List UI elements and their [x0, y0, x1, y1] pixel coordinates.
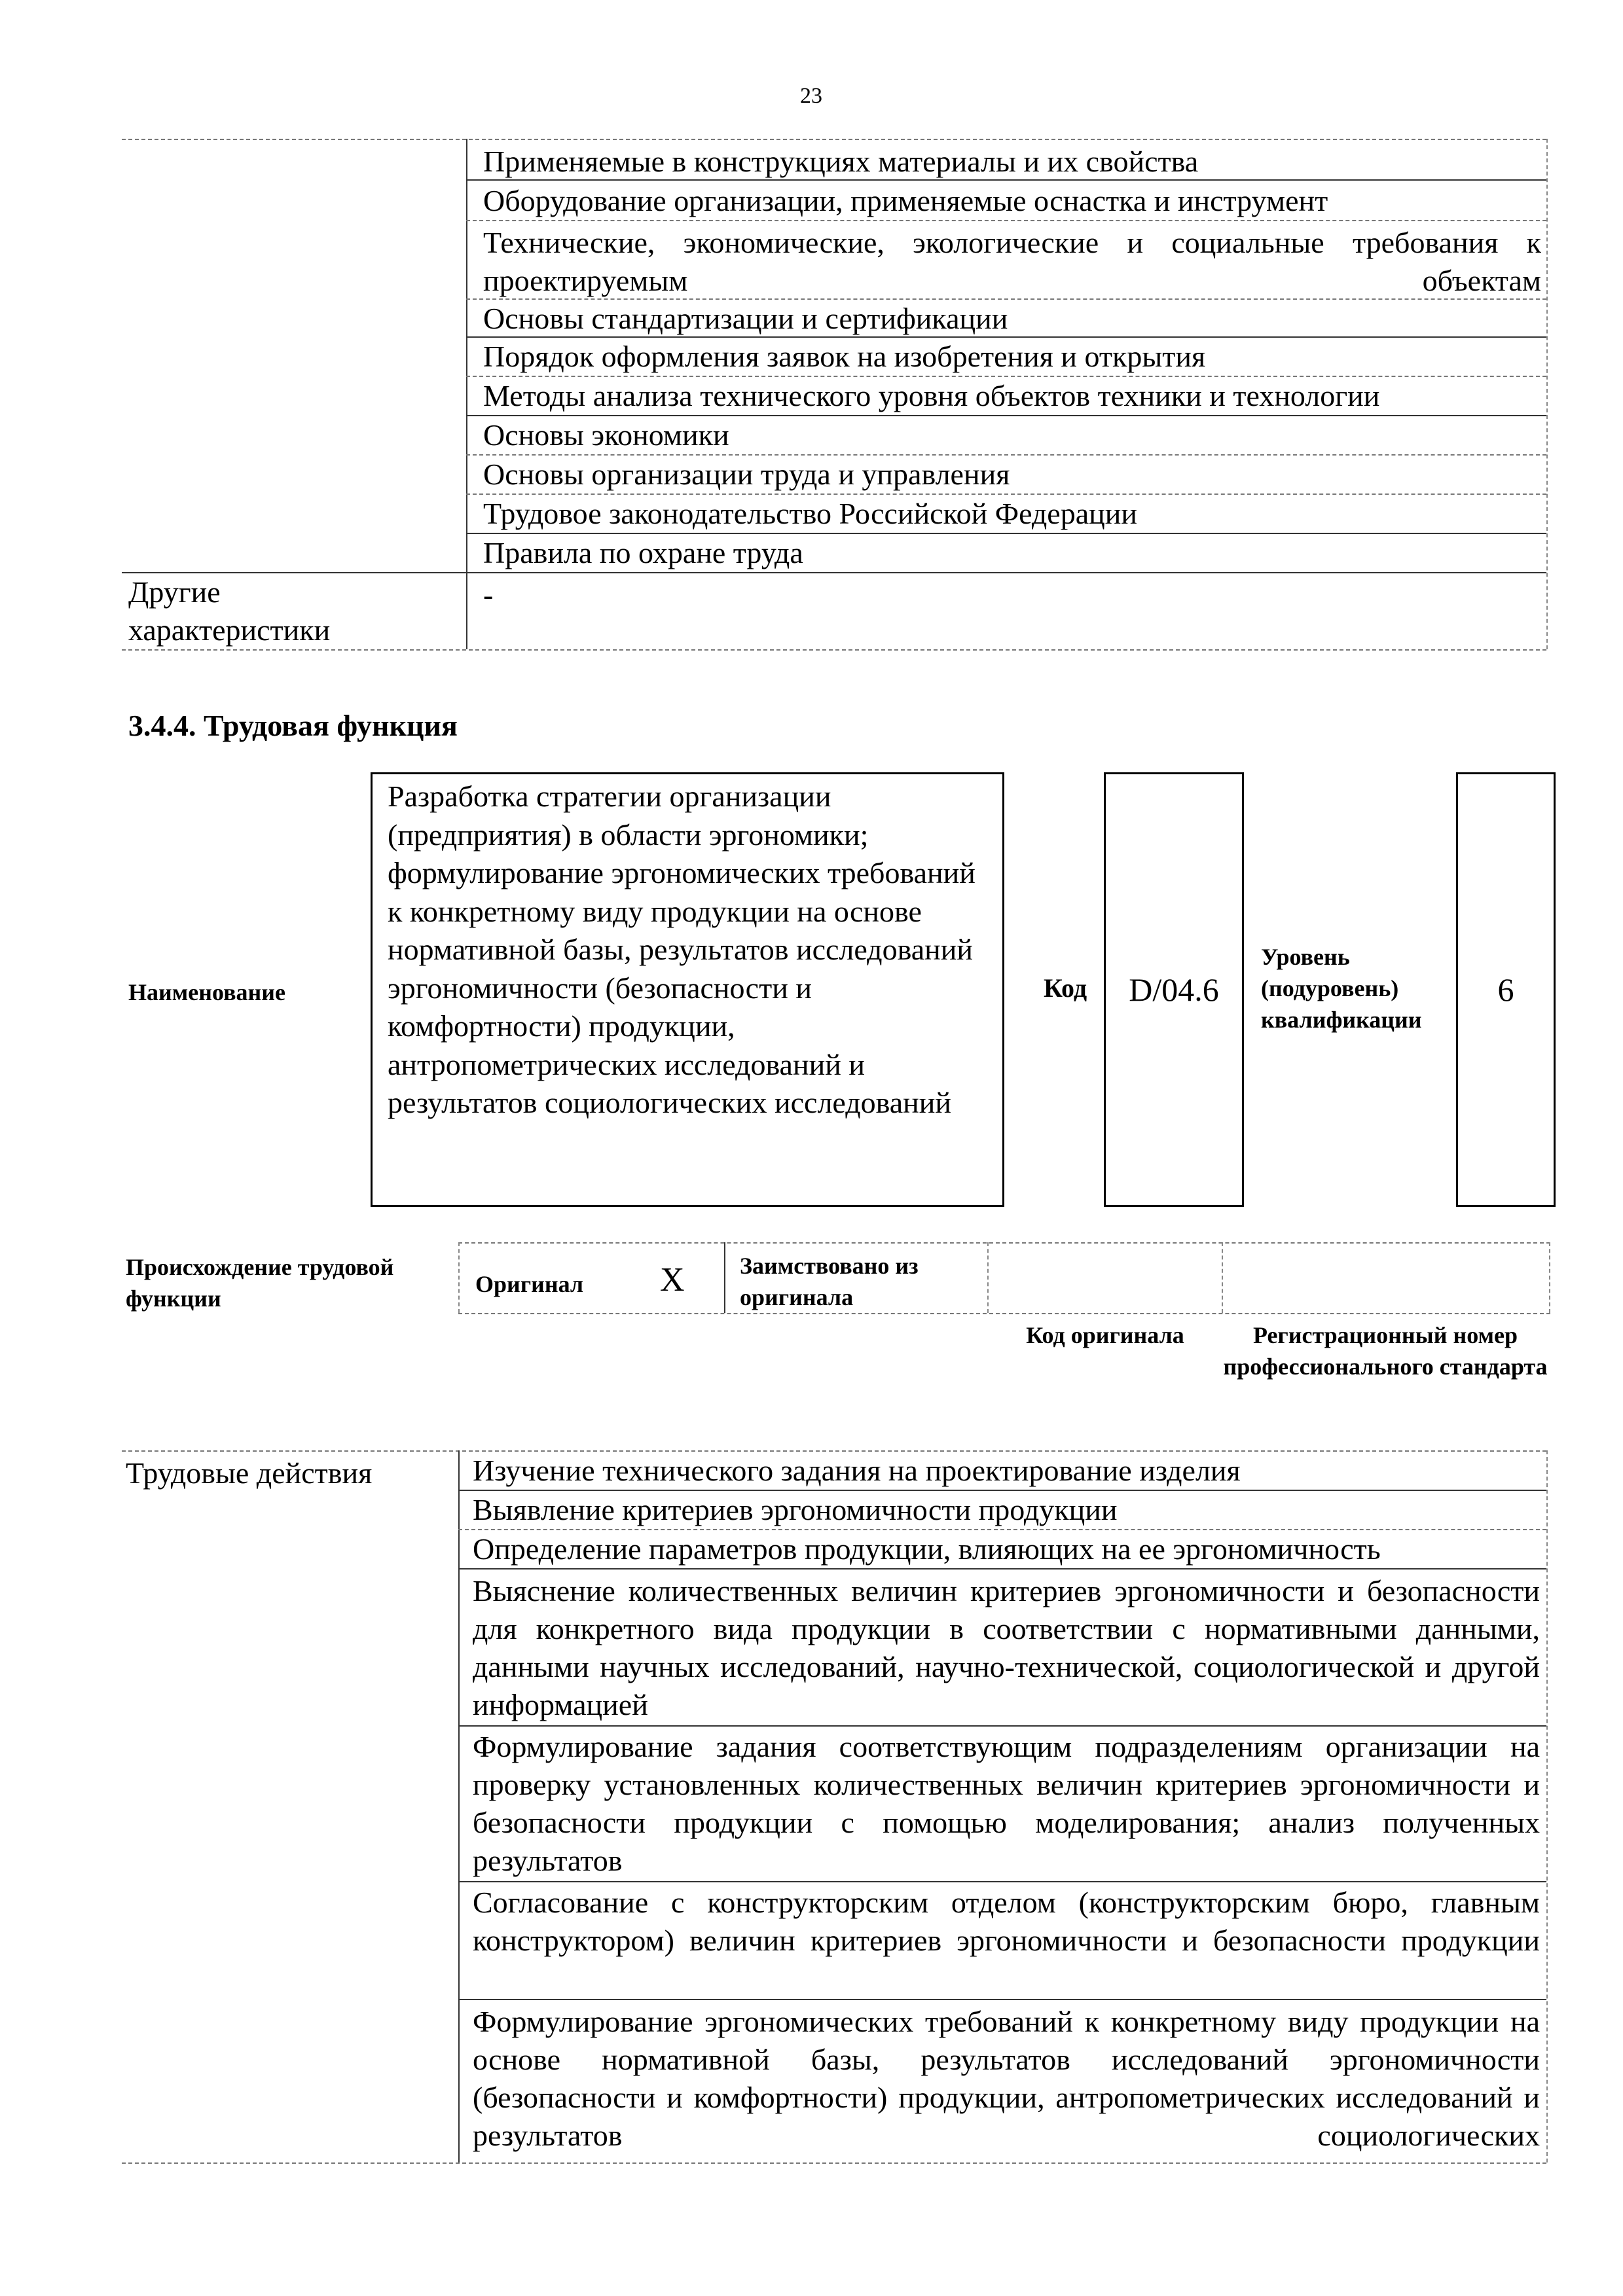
knowledge-item: Основы экономики — [483, 418, 729, 452]
knowledge-item: Трудовое законодательство Российской Федерации — [483, 497, 1137, 530]
actions-label: Трудовые действия — [126, 1456, 373, 1490]
other-characteristics-label: Другие характеристики — [128, 575, 331, 647]
action-item: Формулирование задания соответствующим подразделениям организации на проверку установленных количественных величин критериев эргономичности и безопасности продукции с помощью моделирования; анализ полученных результатов — [473, 1730, 1540, 1877]
knowledge-item: Основы стандартизации и сертификации — [483, 302, 1008, 335]
reg-number-caption: Регистрационный номер профессионального стандарта — [1223, 1322, 1548, 1380]
action-item: Определение параметров продукции, влияющих на ее эргономичность — [473, 1532, 1381, 1566]
borrowed-label: Заимствовано из оригинала — [740, 1253, 919, 1310]
code-value: D/04.6 — [1104, 772, 1244, 1207]
knowledge-item: Оборудование организации, применяемые оснастка и инструмент — [483, 184, 1328, 217]
code-original-caption: Код оригинала — [1026, 1322, 1184, 1348]
knowledge-item: Методы анализа технического уровня объектов техники и технологии — [483, 379, 1380, 412]
code-label: Код — [1044, 973, 1087, 1003]
action-item: Выявление критериев эргономичности продукции — [473, 1493, 1118, 1526]
knowledge-item: Порядок оформления заявок на изобретения и открытия — [483, 340, 1206, 373]
origin-label: Происхождение трудовой функции — [126, 1254, 394, 1312]
action-item: Согласование с конструкторским отделом (конструкторским бюро, главным конструктором) величин критериев эргономичности и безопасности продукции — [473, 1886, 1540, 1957]
page-number: 23 — [800, 84, 822, 108]
level-value: 6 — [1456, 772, 1556, 1207]
section-heading: 3.4.4. Трудовая функция — [128, 709, 458, 742]
action-item: Выяснение количественных величин критериев эргономичности и безопасности для конкретного вида продукции в соответствии с нормативными данными, данными научных исследований, научно-технической, социологической и другой информацией — [473, 1574, 1540, 1721]
knowledge-item: Технические, экономические, экологические и социальные требования к проектируемым объектам — [483, 226, 1541, 297]
level-label: Уровень (подуровень) квалификации — [1261, 944, 1422, 1033]
action-item: Формулирование эргономических требований к конкретному виду продукции на основе нормативной базы, результатов исследований эргономичности (безопасности и комфортности) продукции, антропометрических исследований и результатов социологических — [473, 2005, 1540, 2152]
original-label: Оригинал — [475, 1271, 584, 1297]
knowledge-item: Применяемые в конструкциях материалы и их свойства — [483, 145, 1199, 178]
knowledge-item: Основы организации труда и управления — [483, 457, 1010, 491]
knowledge-item: Правила по охране труда — [483, 536, 803, 569]
action-item: Изучение технического задания на проектирование изделия — [473, 1454, 1241, 1487]
original-mark: X — [660, 1261, 685, 1299]
other-characteristics-value: - — [483, 578, 494, 611]
name-value: Разработка стратегии организации (предприятия) в области эргономики; формулирование эргономических требований к конкретному виду продукции на основе нормативной базы, результатов исследований эргономичности (безопасности и комфортности) продукции, антропометрических исследований и результатов социологических исследований — [388, 780, 976, 1119]
name-label: Наименование — [128, 979, 285, 1005]
